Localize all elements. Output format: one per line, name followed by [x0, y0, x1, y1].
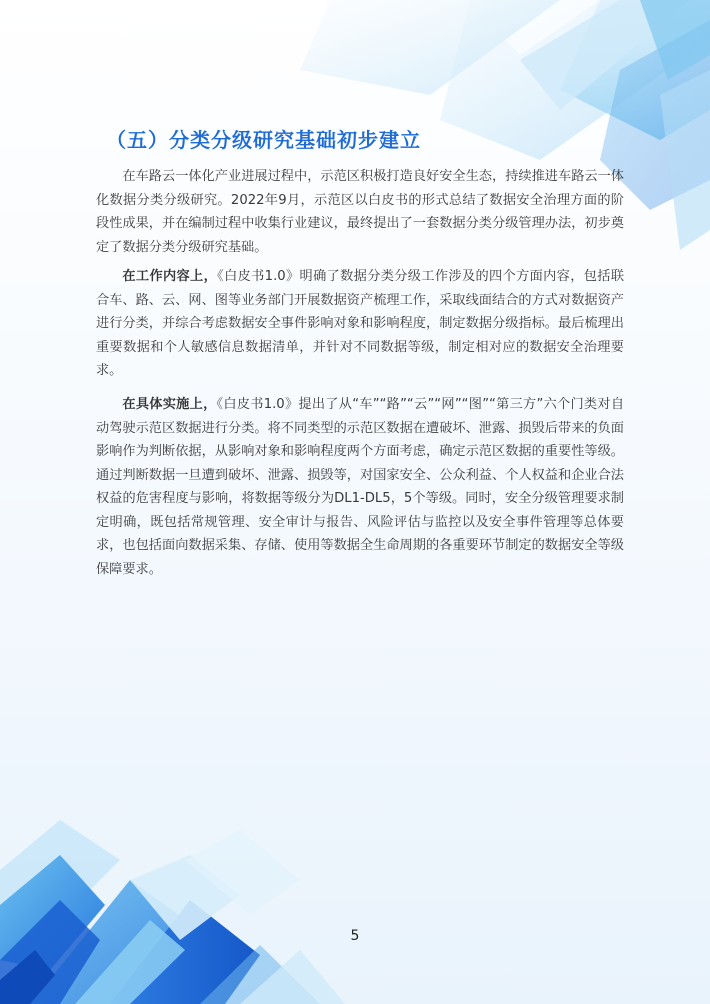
- page-number: 5: [350, 928, 360, 944]
- paragraph-implementation-text: 《白皮书1.0》提出了从“车”“路”“云”“网”“图”“第三方”六个门类对自动驾驶示范区数据进行分类。将不同类型的示范区数据在遭破坏、泄露、损毁后带来的负面影响作为判断依据，从影响对象和影响程度两个方面考虑，确定示范区数据的重要性等级。通过判断数据一旦遭到破坏、泄露、损毁等，对国家安全、公众利益、个人权益和企业合法权益的危害程度与影响，将数据等级分为DL1-DL5，5个等级。同时，安全分级管理要求制定明确，既包括常规管理、安全审计与报告、风险评估与监控以及安全事件管理等总体要求，也包括面向数据采集、存储、使用等数据全生命周期的各重要环节制定的数据安全等级保障要求。: [96, 397, 625, 577]
- paragraph-work-content-lead: 在工作内容上，: [122, 269, 218, 284]
- bottom-left-decoration: [0, 820, 345, 1004]
- paragraph-implementation: [96, 393, 624, 581]
- section-title: （五）分类分级研究基础初步建立: [106, 128, 421, 152]
- paragraph-work-content-text: 《白皮书1.0》明确了数据分类分级工作涉及的四个方面内容，包括联合车、路、云、网、图等业务部门开展数据资产梳理工作，采取线面结合的方式对数据资产进行分类，并综合考虑数据安全事件影响对象和影响程度，制定数据分级指标。最后梳理出重要数据和个人敏感信息数据清单，并针对不同数据等级，制定相对应的数据安全治理要求。: [96, 269, 625, 378]
- paragraph-implementation-lead: 在具体实施上，: [122, 397, 217, 412]
- paragraph-work-content: [96, 265, 624, 383]
- paragraph-intro-text: 在车路云一体化产业进展过程中，示范区积极打造良好安全生态，持续推进车路云一体化数据分类分级研究。2022年9月，示范区以白皮书的形式总结了数据安全治理方面的阶段性成果，并在编制过程中收集行业建议，最终提出了一套数据分类分级管理办法，初步奠定了数据分类分级研究基础。: [96, 169, 624, 255]
- paragraph-intro: [96, 165, 624, 259]
